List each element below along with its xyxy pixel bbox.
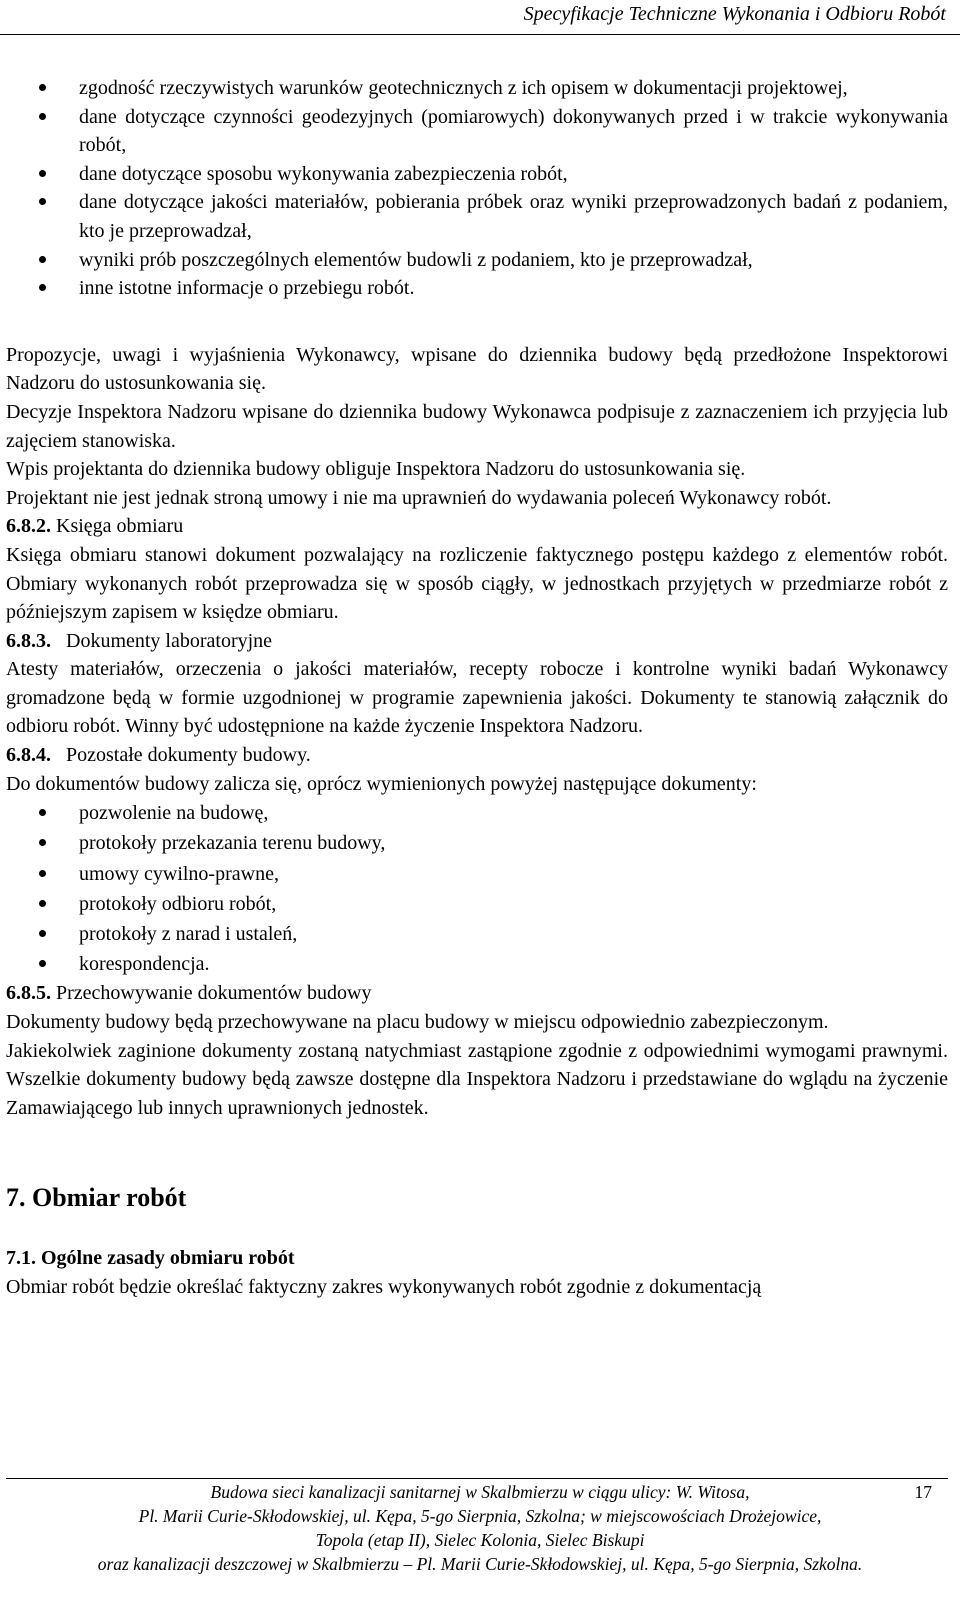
list-item: dane dotyczące sposobu wykonywania zabezpieczenia robót,	[6, 160, 948, 189]
list-item: zgodność rzeczywistych warunków geotechnicznych z ich opisem w dokumentacji projektowej,	[6, 74, 948, 103]
paragraph: Księga obmiaru stanowi dokument pozwalający na rozliczenie faktycznego postępu każdego z elementów robót. Obmiary wykonanych robót przeprowadza się w sposób ciągły, w jednostkach przyjętych w przedmiarze robót z późniejszym zapisem w księdze obmiaru.	[6, 543, 948, 624]
paragraph: Wpis projektanta do dziennika budowy obliguje Inspektora Nadzoru do ustosunkowania się.	[6, 458, 746, 481]
page-number: 17	[914, 1482, 932, 1502]
list-item: inne istotne informacje o przebiegu robót.	[6, 274, 948, 303]
list-item: wyniki prób poszczególnych elementów budowli z podaniem, kto je przeprowadzał,	[6, 246, 948, 275]
footer-line: oraz kanalizacji deszczowej w Skalbmierzu – Pl. Marii Curie-Skłodowskiej, ul. Kępa, 5-go Sierpnia, Szkolna.	[97, 1554, 863, 1574]
section-title: Dokumenty laboratoryjne	[66, 629, 273, 652]
footer-line: Pl. Marii Curie-Skłodowskiej, ul. Kępa, 5-go Sierpnia, Szkolna; w miejscowościach Drożejowice,	[138, 1506, 822, 1526]
paragraph: Projektant nie jest jednak stroną umowy i nie ma uprawnień do wydawania poleceń Wykonawcy robót.	[6, 486, 832, 509]
paragraph: Propozycje, uwagi i wyjaśnienia Wykonawcy, wpisane do dziennika budowy będą przedłożone Inspektorowi Nadzoru do ustosunkowania się.	[6, 343, 948, 395]
section-heading-6-8-4	[6, 741, 948, 770]
section-heading-6-8-2	[6, 512, 948, 541]
section-title: Księga obmiaru	[51, 515, 184, 538]
footer-line: Topola (etap II), Sielec Kolonia, Sielec Biskupi	[315, 1530, 645, 1550]
paragraph: Decyzje Inspektora Nadzoru wpisane do dziennika budowy Wykonawca podpisuje z zaznaczeniem ich przyjęcia lub zajęciem stanowiska.	[6, 400, 948, 452]
list-item: protokoły przekazania terenu budowy,	[6, 828, 948, 858]
list-item: dane dotyczące czynności geodezyjnych (pomiarowych) dokonywanych przed i w trakcie wykonywania robót,	[6, 103, 948, 160]
paragraph: Jakiekolwiek zaginione dokumenty zostaną natychmiast zastąpione zgodnie z odpowiednimi wymogami prawnymi. Wszelkie dokumenty budowy będą zawsze dostępne dla Inspektora Nadzoru i przedstawiane do wglądu na życzenie Zamawiającego lub innych uprawnionych jednostek.	[6, 1039, 948, 1119]
list-item: dane dotyczące jakości materiałów, pobierania próbek oraz wyniki przeprowadzonych badań z podaniem, kto je przeprowadzał,	[6, 188, 948, 245]
footer-line: Budowa sieci kanalizacji sanitarnej w Skalbmierzu w ciągu ulicy: W. Witosa,	[210, 1482, 750, 1502]
journal-entries-list	[6, 74, 948, 303]
list-item: protokoły z narad i ustaleń,	[6, 919, 948, 949]
section-heading-6-8-3	[6, 627, 948, 656]
section-heading-6-8-5	[6, 979, 948, 1008]
section-number: 6.8.4.	[6, 744, 51, 767]
documents-list	[6, 798, 948, 979]
header-title: Specyfikacje Techniczne Wykonania i Odbioru Robót	[523, 3, 946, 25]
paragraph: Obmiar robót będzie określać faktyczny zakres wykonywanych robót zgodnie z dokumentacją	[6, 1276, 762, 1299]
page-footer	[0, 1480, 960, 1576]
page-header	[0, 0, 960, 35]
section-number: 6.8.5.	[6, 982, 51, 1005]
paragraph: Atesty materiałów, orzeczenia o jakości materiałów, recepty robocze i kontrolne wyniki badań Wykonawcy gromadzone będą w formie uzgodnionej w programie zapewnienia jakości. Dokumenty te stanowią załącznik do odbioru robót. Winny być udostępnione na każde życzenie Inspektora Nadzoru.	[6, 658, 948, 738]
list-item: protokoły odbioru robót,	[6, 889, 948, 919]
list-item: pozwolenie na budowę,	[6, 798, 948, 828]
section-title: Przechowywanie dokumentów budowy	[51, 982, 372, 1005]
section-heading-7-1: 7.1. Ogólne zasady obmiaru robót	[6, 1247, 295, 1270]
section-number: 6.8.3.	[6, 629, 51, 652]
footer-divider	[6, 1478, 948, 1479]
paragraph: Do dokumentów budowy zalicza się, oprócz wymienionych powyżej następujące dokumenty:	[6, 772, 757, 795]
paragraph: Dokumenty budowy będą przechowywane na placu budowy w miejscu odpowiednio zabezpieczonym.	[6, 1011, 829, 1034]
section-number: 6.8.2.	[6, 515, 51, 538]
list-item: korespondencja.	[6, 949, 948, 979]
chapter-heading: 7. Obmiar robót	[6, 1183, 187, 1213]
section-title: Pozostałe dokumenty budowy.	[66, 744, 311, 767]
document-body	[6, 74, 948, 1302]
list-item: umowy cywilno-prawne,	[6, 859, 948, 889]
